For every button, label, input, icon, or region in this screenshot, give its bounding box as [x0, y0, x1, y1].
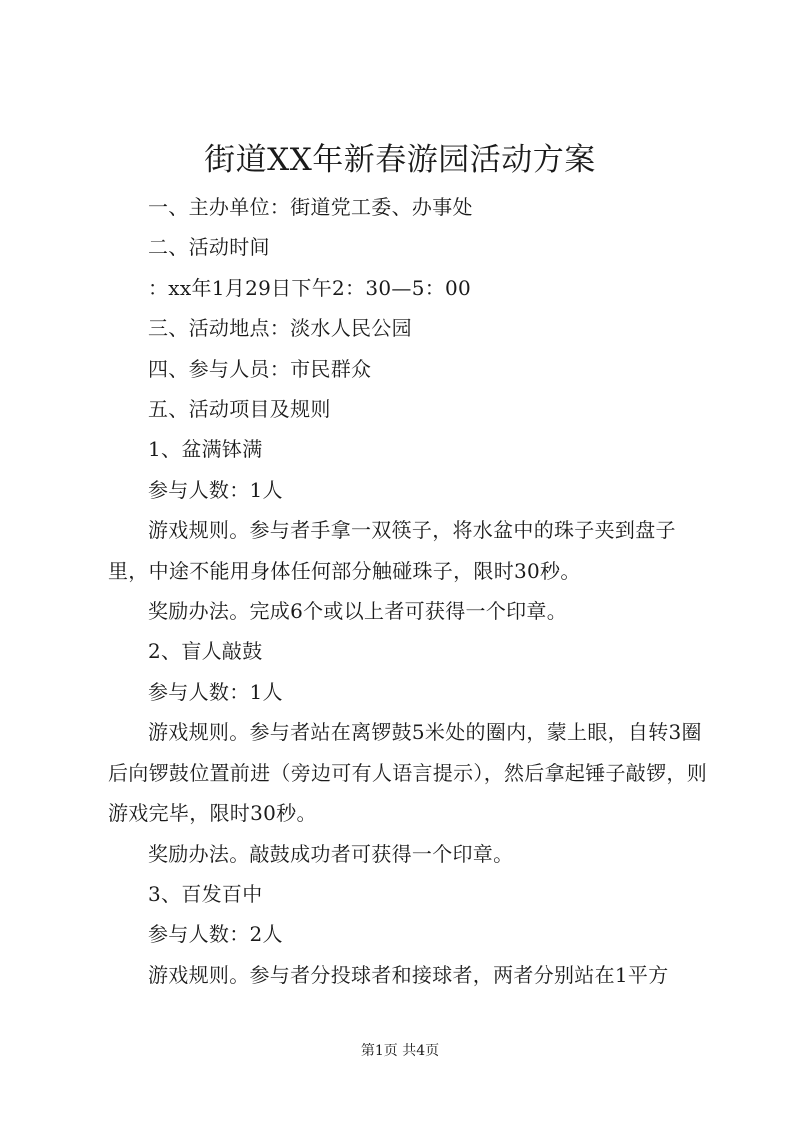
paragraph: 参与人数：1人: [148, 477, 283, 502]
paragraph: 三、活动地点：淡水人民公园: [148, 316, 412, 341]
paragraph: 一、主办单位：街道党工委、办事处: [148, 195, 473, 219]
paragraph: 2、盲人敲鼓: [148, 639, 263, 664]
page-footer: 第1页 共4页: [360, 1043, 440, 1059]
paragraph: 奖励办法。敲鼓成功者可获得一个印章。: [148, 841, 514, 866]
paragraph: 四、参与人员：市民群众: [148, 356, 372, 381]
paragraph: 二、活动时间: [148, 235, 270, 260]
paragraph: 1、盆满钵满: [148, 437, 263, 462]
document-title: 街道XX年新春游园活动方案: [204, 142, 596, 178]
paragraph: 奖励办法。完成6个或以上者可获得一个印章。: [148, 599, 568, 624]
paragraph: 3、百发百中: [148, 881, 263, 906]
paragraph: 五、活动项目及规则: [148, 397, 331, 422]
paragraph: 游戏规则。参与者手拿一双筷子，将水盆中的珠子夹到盘子里，中途不能用身体任何部分触碰珠子，限时30秒。: [108, 518, 676, 583]
document-body: [108, 187, 713, 995]
paragraph: 游戏规则。参与者分投球者和接球者，两者分别站在1平方: [148, 962, 669, 987]
paragraph: 参与人数：1人: [148, 679, 283, 704]
paragraph: 参与人数：2人: [148, 922, 283, 947]
paragraph: 游戏规则。参与者站在离锣鼓5米处的圈内，蒙上眼，自转3圈后向锣鼓位置前进（旁边可有人语言提示），然后拿起锤子敲锣，则游戏完毕，限时30秒。: [108, 720, 707, 826]
paragraph: ：xx年1月29日下午2：30—5：00: [148, 275, 472, 300]
